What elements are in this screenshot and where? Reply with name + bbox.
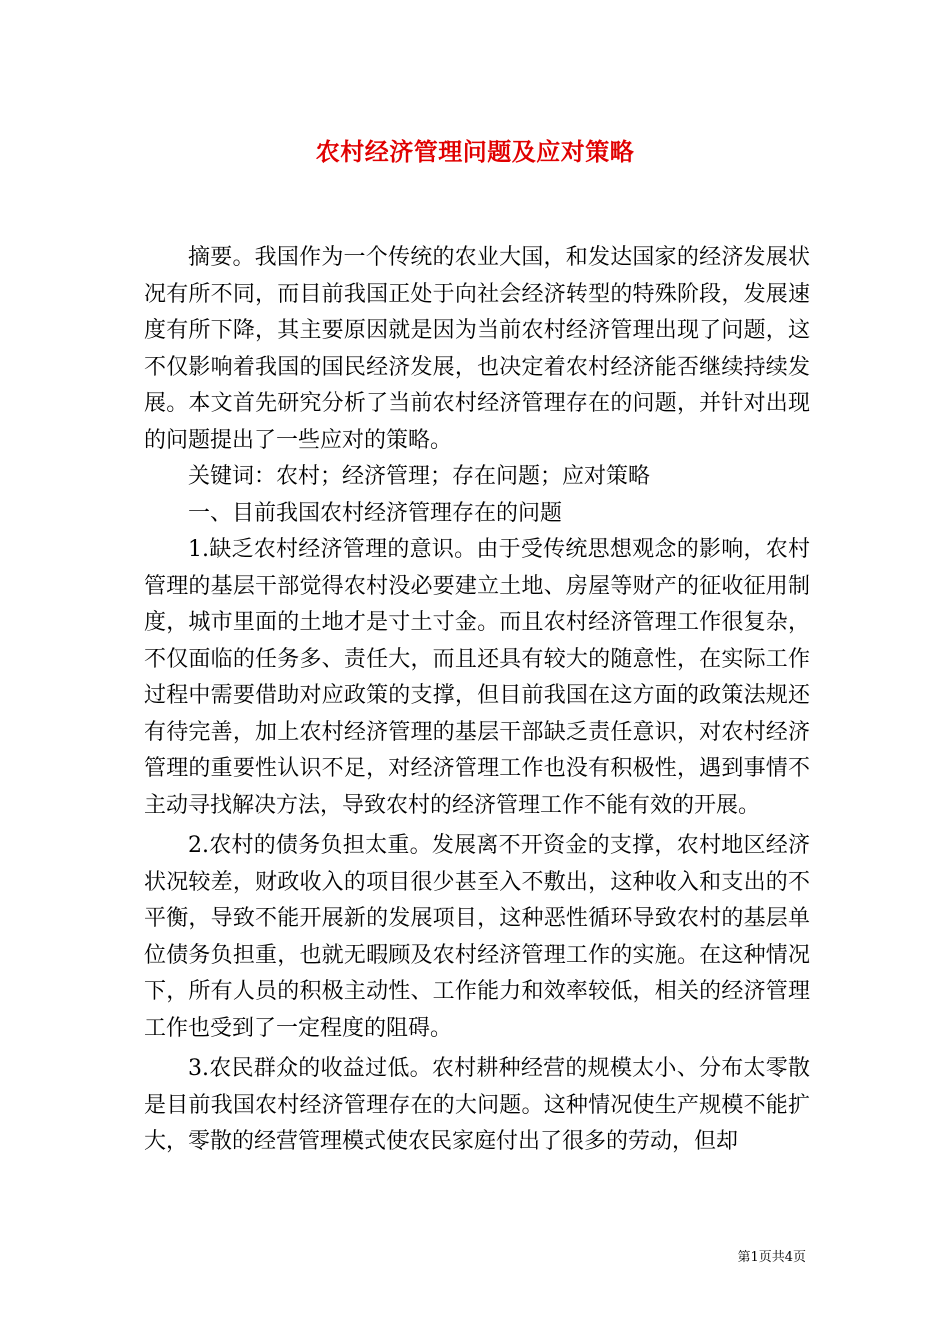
page-number-footer: 第1页共4页 (737, 1250, 806, 1265)
document-body (144, 240, 810, 1161)
document-title: 农村经济管理问题及应对策略 (315, 137, 635, 166)
keywords-paragraph: 关键词：农村；经济管理；存在问题；应对策略 (188, 464, 651, 489)
body-paragraph: 1.缺乏农村经济管理的意识。由于受传统思想观念的影响，农村管理的基层干部觉得农村没必要建立土地、房屋等财产的征收征用制度，城市里面的土地才是寸土寸金。而且农村经济管理工作很复杂，不仅面临的任务多、责任大，而且还具有较大的随意性，在实际工作过程中需要借助对应政策的支撑，但目前我国在这方面的政策法规还有待完善，加上农村经济管理的基层干部缺乏责任意识，对农村经济管理的重要性认识不足，对经济管理工作也没有积极性，遇到事情不主动寻找解决方法，导致农村的经济管理工作不能有效的开展。 (144, 537, 810, 818)
abstract-paragraph: 摘要。我国作为一个传统的农业大国，和发达国家的经济发展状况有所不同，而目前我国正处于向社会经济转型的特殊阶段，发展速度有所下降，其主要原因就是因为当前农村经济管理出现了问题，这不仅影响着我国的国民经济发展，也决定着农村经济能否继续持续发展。本文首先研究分析了当前农村经济管理存在的问题，并针对出现的问题提出了一些应对的策略。 (144, 245, 810, 453)
body-paragraph: 3.农民群众的收益过低。农村耕种经营的规模太小、分布太零散是目前我国农村经济管理存在的大问题。这种情况使生产规模不能扩大，零散的经营管理模式使农民家庭付出了很多的劳动，但却 (144, 1056, 810, 1154)
section-heading: 一、目前我国农村经济管理存在的问题 (188, 500, 563, 526)
body-paragraph: 2.农村的债务负担太重。发展离不开资金的支撑，农村地区经济状况较差，财政收入的项目很少甚至入不敷出，这种收入和支出的不平衡，导致不能开展新的发展项目，这种恶性循环导致农村的基层单位债务负担重，也就无暇顾及农村经济管理工作的实施。在这种情况下，所有人员的积极主动性、工作能力和效率较低，相关的经济管理工作也受到了一定程度的阻碍。 (144, 833, 810, 1041)
